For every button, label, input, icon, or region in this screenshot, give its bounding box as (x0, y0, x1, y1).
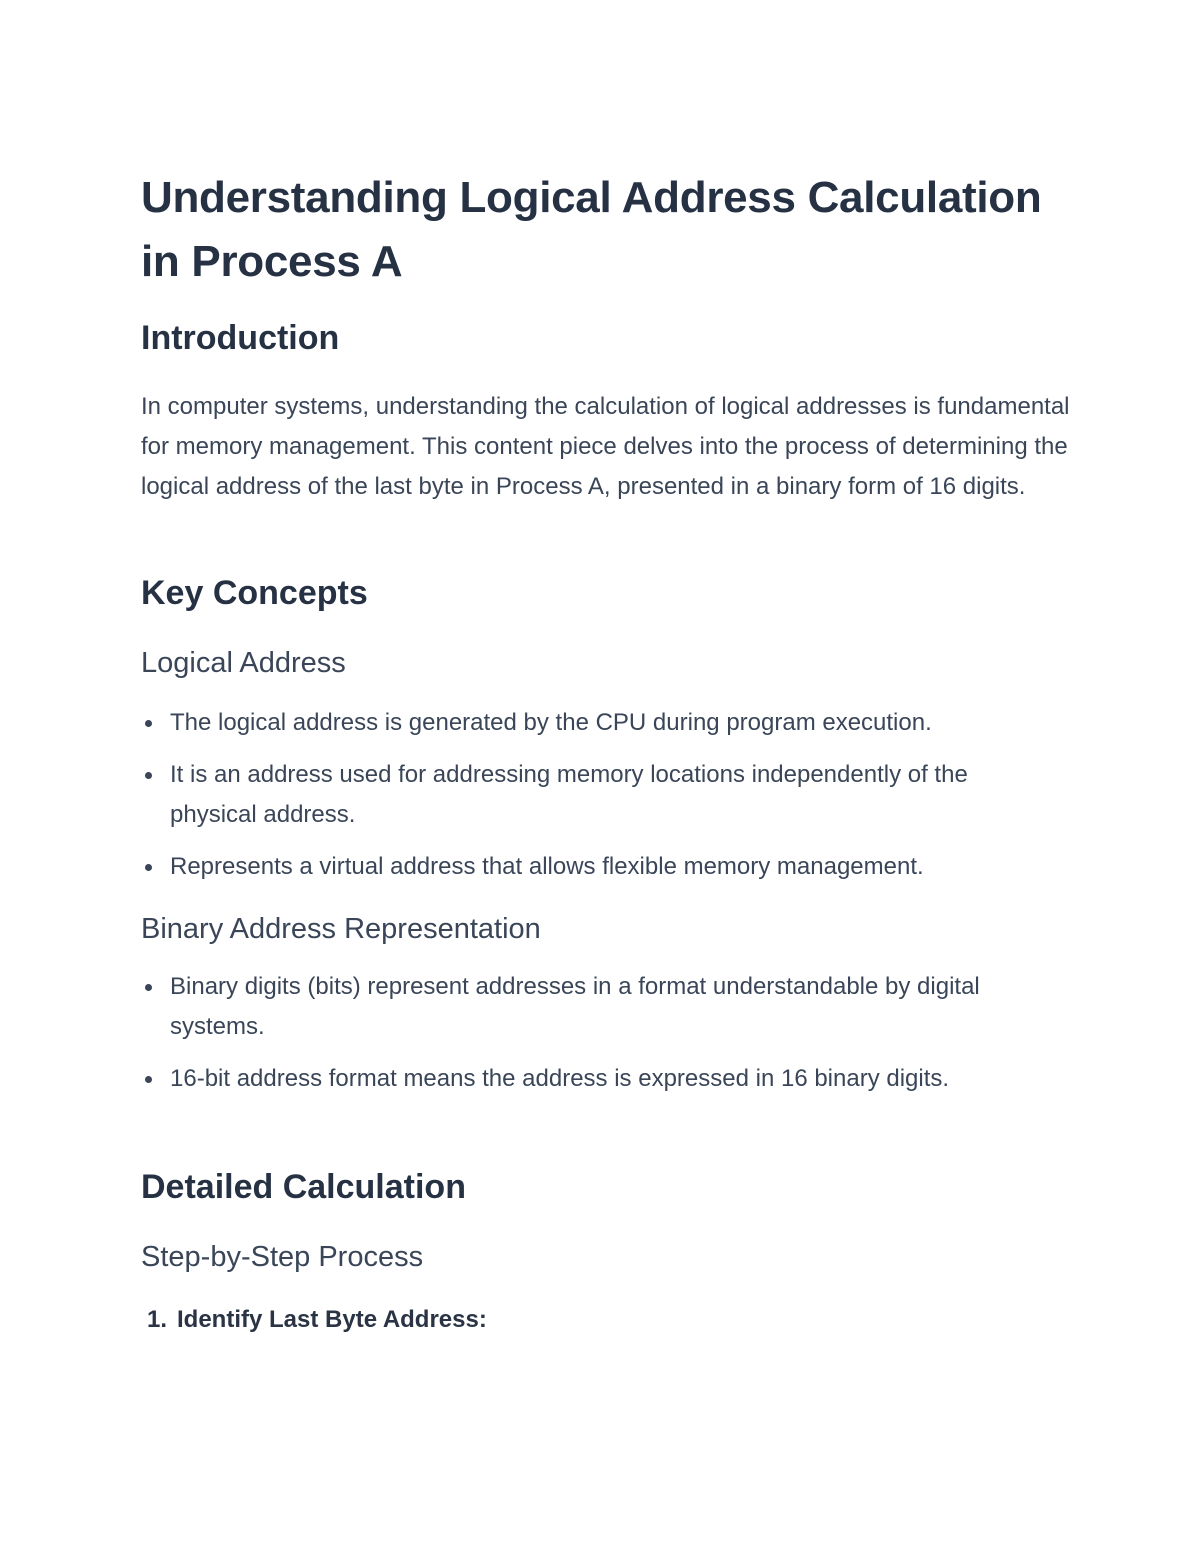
step-number: 1. (147, 1306, 168, 1333)
key-concepts-heading: Key Concepts (141, 574, 368, 612)
logical-address-list (141, 703, 1061, 887)
detailed-calculation-heading: Detailed Calculation (141, 1168, 466, 1206)
steps-list (141, 1300, 487, 1340)
list-item (141, 1300, 487, 1340)
bullet-icon (145, 984, 152, 991)
logical-address-heading: Logical Address (141, 647, 346, 679)
bullet-icon (145, 864, 152, 871)
list-item-text: Represents a virtual address that allows flexible memory management. (170, 853, 924, 880)
document-title: Understanding Logical Address Calculation in Process A (141, 173, 1042, 286)
list-item (141, 967, 1061, 1047)
list-item (141, 703, 1061, 743)
list-item (141, 847, 1061, 887)
step-by-step-heading: Step-by-Step Process (141, 1241, 424, 1273)
introduction-paragraph: In computer systems, understanding the calculation of logical addresses is fundamental for memory management. This content piece delves into the process of determining the logical address of the last byte in Process A, presented in a binary form of 16 digits. (141, 393, 1070, 500)
list-item (141, 755, 1061, 835)
introduction-heading: Introduction (141, 319, 340, 357)
bullet-icon (145, 772, 152, 779)
binary-representation-list (141, 967, 1061, 1099)
bullet-icon (145, 1076, 152, 1083)
list-item-text: Binary digits (bits) represent addresses in a format understandable by digital systems. (170, 973, 980, 1040)
list-item-text: 16-bit address format means the address is expressed in 16 binary digits. (170, 1065, 950, 1092)
binary-representation-heading: Binary Address Representation (141, 913, 541, 945)
bullet-icon (145, 720, 152, 727)
list-item (141, 1059, 1061, 1099)
list-item-text: It is an address used for addressing memory locations independently of the physical address. (170, 761, 968, 828)
step-label: Identify Last Byte Address: (177, 1306, 487, 1333)
list-item-text: The logical address is generated by the CPU during program execution. (170, 709, 932, 736)
